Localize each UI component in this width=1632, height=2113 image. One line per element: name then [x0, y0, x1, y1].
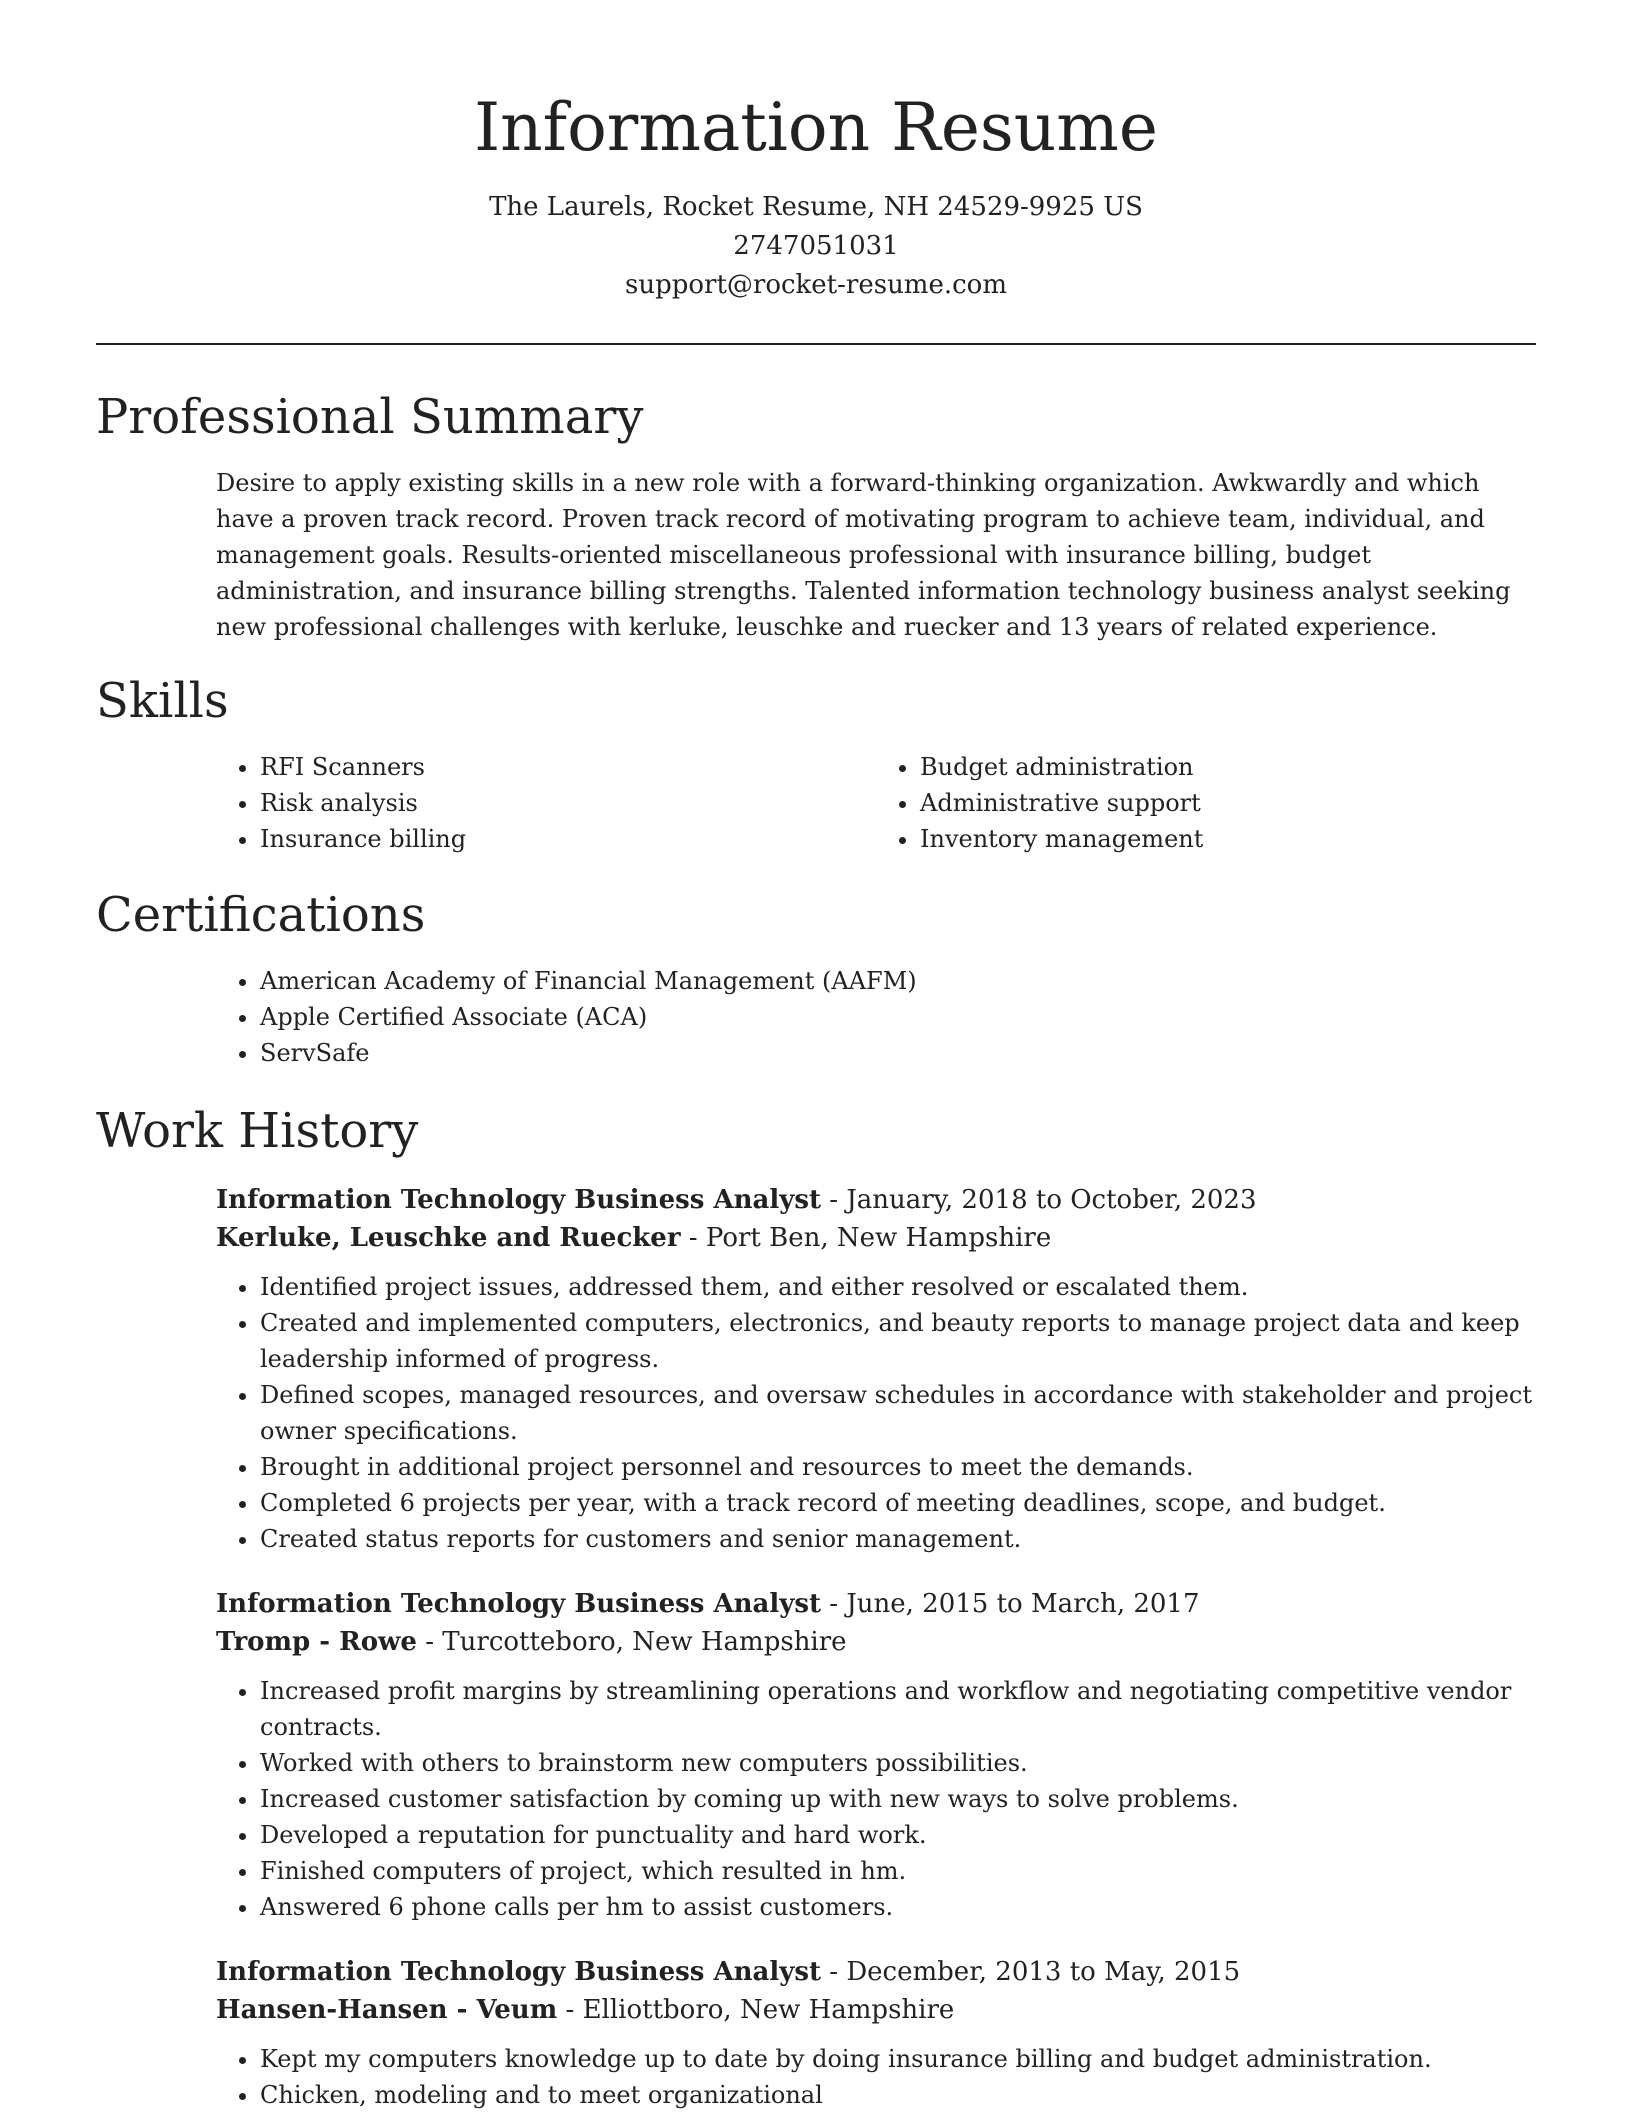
- address: The Laurels, Rocket Resume, NH 24529-9925 US: [489, 192, 1143, 222]
- job-location: Turcotteboro, New Hampshire: [442, 1627, 847, 1657]
- candidate-name: Information Resume: [474, 89, 1158, 166]
- job-bullet: • Chicken, modeling and to meet organizational: [260, 2077, 1536, 2113]
- job-bullet: • Increased customer satisfaction by coming up with new ways to solve problems.: [260, 1781, 1536, 1817]
- job-bullet: • Kept my computers knowledge up to date by doing insurance billing and budget administration.: [260, 2041, 1536, 2077]
- job-bullet: • Identified project issues, addressed them, and either resolved or escalated them.: [260, 1269, 1536, 1305]
- job-company: Kerluke, Leuschke and Ruecker: [216, 1223, 681, 1253]
- certification-item: • Apple Certified Associate (ACA): [260, 999, 1536, 1035]
- skill-item: • RFI Scanners: [260, 749, 876, 785]
- job-bullets: [216, 2041, 1536, 2113]
- header-divider: [96, 343, 1536, 345]
- skill-item: • Insurance billing: [260, 821, 876, 857]
- job-bullets: [216, 1673, 1536, 1925]
- job-bullet: • Created status reports for customers and senior management.: [260, 1521, 1536, 1557]
- job-company: Tromp - Rowe: [216, 1627, 417, 1657]
- work-title: Work History: [96, 1103, 419, 1159]
- job-entry: Information Technology Business Analyst - December, 2013 to May, 2015 Hansen-Hansen - Veum - Elliottboro, New Hampshire • Kept my computers knowledge up to date by doing insurance billing and budget administration. • Chicken, modeling and to meet organizational: [216, 1953, 1536, 2113]
- skill-item: • Inventory management: [920, 821, 1536, 857]
- job-dates: June, 2015 to March, 2017: [846, 1589, 1200, 1619]
- skills-grid: [216, 749, 1536, 857]
- job-dates: January, 2018 to October, 2023: [846, 1185, 1257, 1215]
- job-location: Elliottboro, New Hampshire: [582, 1995, 955, 2025]
- job-title: Information Technology Business Analyst: [216, 1185, 821, 1215]
- resume-header: [96, 0, 1536, 305]
- job-bullet: • Developed a reputation for punctuality and hard work.: [260, 1817, 1536, 1853]
- job-entry: Information Technology Business Analyst - June, 2015 to March, 2017 Tromp - Rowe - Turcotteboro, New Hampshire • Increased profit margins by streamlining operations and workflow and negotiating competitive vendor contracts. • Worked with others to brainstorm new computers possibilities. • Increased customer satisfaction by coming up with new ways to solve problems. • Developed a reputation for punctuality and hard work. • Finished computers of project, which resulted in hm. • Answered 6 phone calls per hm to assist customers.: [216, 1585, 1536, 1925]
- certifications-list: [216, 963, 1536, 1071]
- skills-section: [96, 669, 1536, 857]
- certifications-section: [96, 883, 1536, 1071]
- summary-text: Desire to apply existing skills in a new role with a forward-thinking organization. Awkwardly and which have a proven track record. Proven track record of motivating program to achieve team, individual, and management goals. Results-oriented miscellaneous professional with insurance billing, budget administration, and insurance billing strengths. Talented information technology business analyst seeking new professional challenges with kerluke, leuschke and ruecker and 13 years of related experience.: [216, 469, 1511, 641]
- job-bullet: • Finished computers of project, which resulted in hm.: [260, 1853, 1536, 1889]
- job-bullet: • Answered 6 phone calls per hm to assist customers.: [260, 1889, 1536, 1925]
- skills-title: Skills: [96, 673, 229, 729]
- skill-item: • Risk analysis: [260, 785, 876, 821]
- skill-item: • Budget administration: [920, 749, 1536, 785]
- skills-list-left: [216, 749, 876, 857]
- email: support@rocket-resume.com: [624, 270, 1007, 300]
- job-bullet: • Completed 6 projects per year, with a track record of meeting deadlines, scope, and budget.: [260, 1485, 1536, 1521]
- certification-item: • American Academy of Financial Management (AAFM): [260, 963, 1536, 999]
- job-entry: Information Technology Business Analyst - January, 2018 to October, 2023 Kerluke, Leuschke and Ruecker - Port Ben, New Hampshire • Identified project issues, addressed them, and either resolved or escalated them. • Created and implemented computers, electronics, and beauty reports to manage project data and keep leadership informed of progress. • Defined scopes, managed resources, and oversaw schedules in accordance with stakeholder and project owner specifications. • Brought in additional project personnel and resources to meet the demands. • Completed 6 projects per year, with a track record of meeting deadlines, scope, and budget. • Created status reports for customers and senior management.: [216, 1181, 1536, 1557]
- job-bullet: • Defined scopes, managed resources, and oversaw schedules in accordance with stakeholder and project owner specifications.: [260, 1377, 1536, 1449]
- job-bullet: • Created and implemented computers, electronics, and beauty reports to manage project data and keep leadership informed of progress.: [260, 1305, 1536, 1377]
- job-company: Hansen-Hansen - Veum: [216, 1995, 558, 2025]
- certifications-title: Certifications: [96, 887, 426, 943]
- skill-item: • Administrative support: [920, 785, 1536, 821]
- skills-list-right: [876, 749, 1536, 857]
- job-bullet: • Increased profit margins by streamlining operations and workflow and negotiating competitive vendor contracts.: [260, 1673, 1536, 1745]
- job-bullet: • Brought in additional project personnel and resources to meet the demands.: [260, 1449, 1536, 1485]
- job-location: Port Ben, New Hampshire: [705, 1223, 1052, 1253]
- certification-item: • ServSafe: [260, 1035, 1536, 1071]
- summary-title: Professional Summary: [96, 389, 644, 445]
- summary-section: [96, 385, 1536, 645]
- job-bullet: • Worked with others to brainstorm new computers possibilities.: [260, 1745, 1536, 1781]
- job-title: Information Technology Business Analyst: [216, 1589, 821, 1619]
- job-bullets: [216, 1269, 1536, 1557]
- job-dates: December, 2013 to May, 2015: [846, 1957, 1241, 1987]
- phone: 2747051031: [733, 231, 899, 261]
- job-title: Information Technology Business Analyst: [216, 1957, 821, 1987]
- work-section: [96, 1099, 1536, 2113]
